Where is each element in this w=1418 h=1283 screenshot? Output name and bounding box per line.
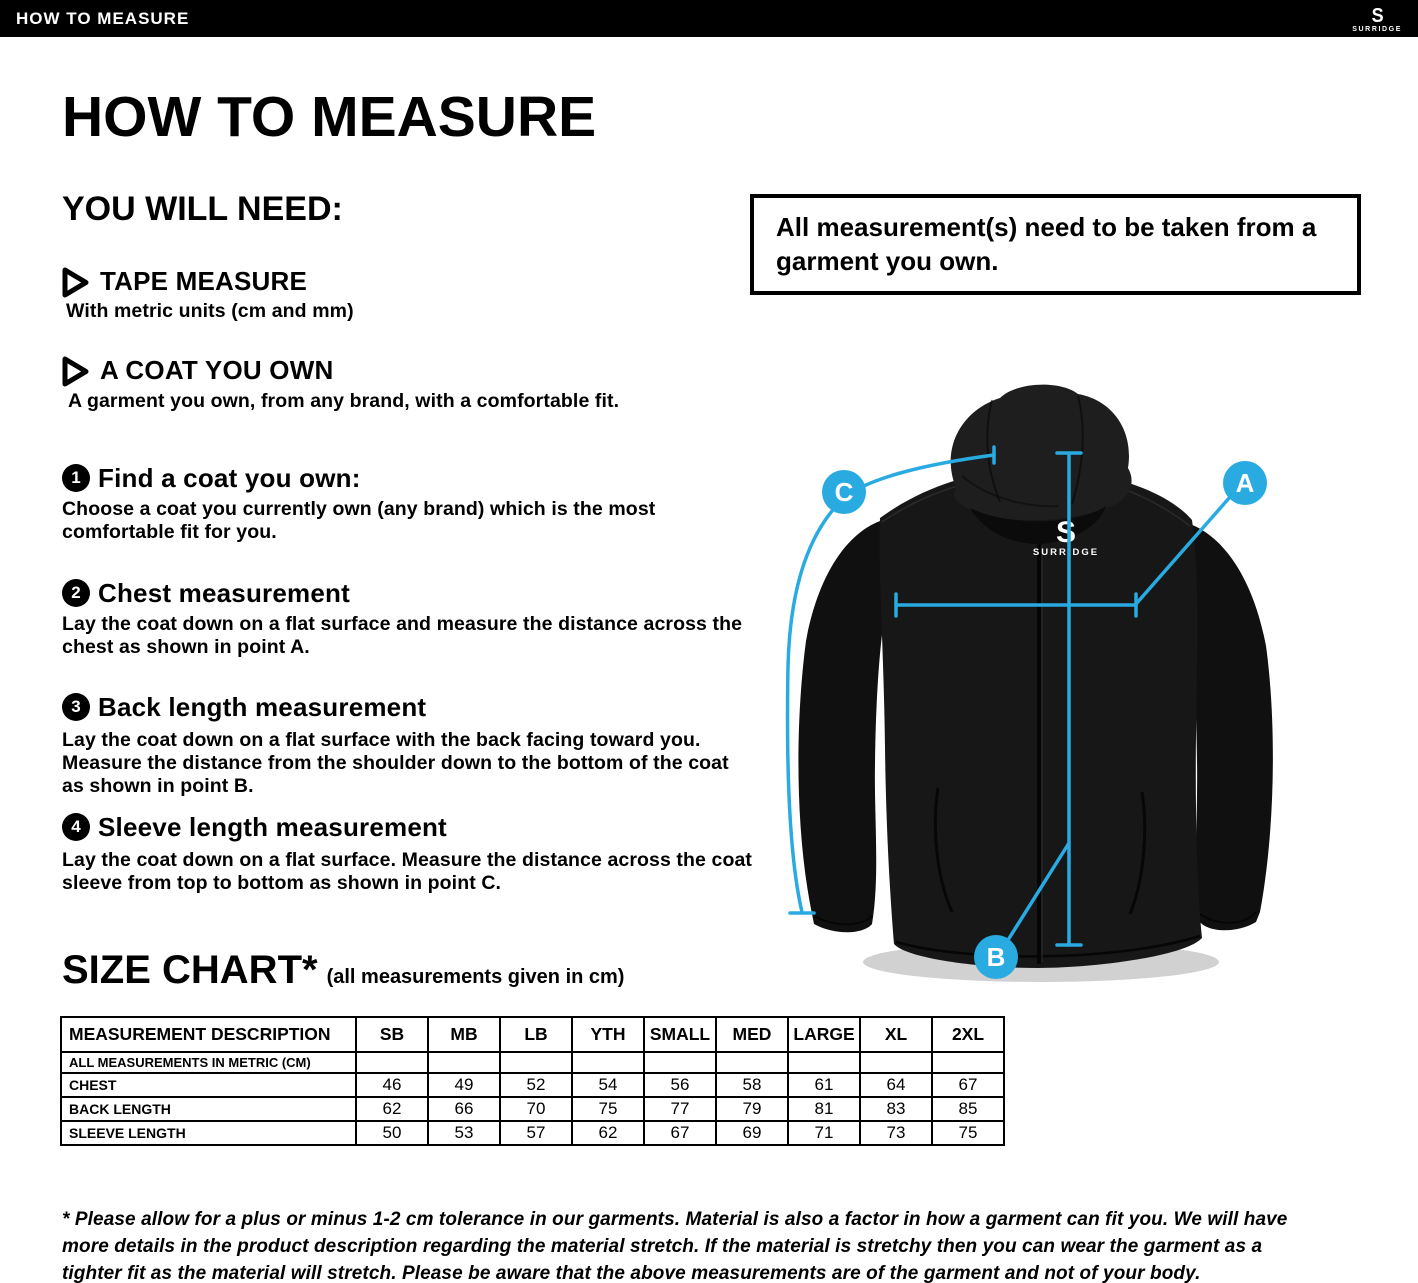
cell-value: 71 xyxy=(788,1121,860,1145)
garment-logo-monogram: S xyxy=(1055,516,1077,549)
need-item-coat-desc: A garment you own, from any brand, with a comfortable fit. xyxy=(68,390,620,412)
jacket-measurement-diagram xyxy=(756,356,1418,1024)
cell-value: 49 xyxy=(428,1073,500,1097)
col-header-description: MEASUREMENT DESCRIPTION xyxy=(61,1017,356,1052)
empty-cell xyxy=(572,1052,644,1073)
size-chart-subtitle: (all measurements given in cm) xyxy=(326,966,625,988)
table-row-back-length xyxy=(61,1097,1004,1121)
row-label: BACK LENGTH xyxy=(61,1097,356,1121)
cell-value: 81 xyxy=(788,1097,860,1121)
empty-cell xyxy=(788,1052,860,1073)
step-3-number: 3 xyxy=(62,693,90,721)
cell-value: 64 xyxy=(860,1073,932,1097)
size-chart-title: SIZE CHART* xyxy=(62,948,318,992)
step-3-description: Lay the coat down on a flat surface with the back facing toward you. Measure the distance from the shoulder down to the bottom of the coat as shown in point B. xyxy=(62,729,729,797)
garment-logo-wordmark: SURRIDGE xyxy=(1032,547,1100,558)
top-bar-title: HOW TO MEASURE xyxy=(16,8,190,28)
empty-cell xyxy=(932,1052,1004,1073)
cell-value: 56 xyxy=(644,1073,716,1097)
step-4-number: 4 xyxy=(62,813,90,841)
need-item-coat-title: A COAT YOU OWN xyxy=(100,355,334,385)
surridge-logo xyxy=(1352,3,1402,33)
cell-value: 52 xyxy=(500,1073,572,1097)
label-b: B xyxy=(986,942,1006,972)
jacket-hood xyxy=(951,385,1132,521)
cell-value: 66 xyxy=(428,1097,500,1121)
col-header-med: MED xyxy=(716,1017,788,1052)
step-1-title: Find a coat you own: xyxy=(98,463,361,493)
cell-value: 46 xyxy=(356,1073,428,1097)
size-chart-table xyxy=(60,1016,1005,1146)
cell-value: 67 xyxy=(644,1121,716,1145)
step-4-title: Sleeve length measurement xyxy=(98,812,447,842)
col-header-yth: YTH xyxy=(572,1017,644,1052)
step-3-title: Back length measurement xyxy=(98,692,427,722)
surridge-wordmark: SURRIDGE xyxy=(1352,26,1402,33)
empty-cell xyxy=(716,1052,788,1073)
col-header-small: SMALL xyxy=(644,1017,716,1052)
row-label: CHEST xyxy=(61,1073,356,1097)
need-item-tape-desc: With metric units (cm and mm) xyxy=(66,300,354,322)
empty-cell xyxy=(428,1052,500,1073)
need-item-tape-title: TAPE MEASURE xyxy=(100,266,308,296)
col-header-sb: SB xyxy=(356,1017,428,1052)
step-2-number: 2 xyxy=(62,579,90,607)
label-c: C xyxy=(834,477,854,507)
table-note-row xyxy=(61,1052,1004,1073)
cell-value: 53 xyxy=(428,1121,500,1145)
measurement-callout: All measurement(s) need to be taken from a garment you own. xyxy=(750,194,1361,295)
cell-value: 75 xyxy=(932,1121,1004,1145)
note-cell: ALL MEASUREMENTS IN METRIC (CM) xyxy=(61,1052,356,1073)
cell-value: 62 xyxy=(356,1097,428,1121)
cell-value: 77 xyxy=(644,1097,716,1121)
cell-value: 67 xyxy=(932,1073,1004,1097)
col-header-large: LARGE xyxy=(788,1017,860,1052)
size-chart-heading-row xyxy=(62,948,624,993)
cell-value: 50 xyxy=(356,1121,428,1145)
empty-cell xyxy=(860,1052,932,1073)
cell-value: 69 xyxy=(716,1121,788,1145)
surridge-monogram-icon: S xyxy=(1371,3,1383,27)
step-1-number: 1 xyxy=(62,464,90,492)
cell-value: 54 xyxy=(572,1073,644,1097)
top-bar xyxy=(0,0,1418,37)
triangle-bullet-icon xyxy=(62,267,89,298)
triangle-bullet-icon xyxy=(62,356,89,387)
label-a: A xyxy=(1235,468,1255,498)
cell-value: 79 xyxy=(716,1097,788,1121)
you-will-need-heading: YOU WILL NEED: xyxy=(62,190,343,228)
empty-cell xyxy=(644,1052,716,1073)
cell-value: 75 xyxy=(572,1097,644,1121)
cell-value: 73 xyxy=(860,1121,932,1145)
cell-value: 61 xyxy=(788,1073,860,1097)
cell-value: 58 xyxy=(716,1073,788,1097)
col-header-xl: XL xyxy=(860,1017,932,1052)
tolerance-footnote: * Please allow for a plus or minus 1-2 cm tolerance in our garments. Material is also a factor in how a garment can fit you. We will have more details in the product description regarding the material stretch. If the material is stretchy then you can wear the garment as a tighter fit as the material will stretch. Please be aware that the above measurements are of the garment and not of your body. xyxy=(62,1209,1288,1283)
col-header-2xl: 2XL xyxy=(932,1017,1004,1052)
cell-value: 85 xyxy=(932,1097,1004,1121)
cell-value: 70 xyxy=(500,1097,572,1121)
cell-value: 62 xyxy=(572,1121,644,1145)
step-4-description: Lay the coat down on a flat surface. Measure the distance across the coat sleeve from top to bottom as shown in point C. xyxy=(62,849,752,894)
page-title: HOW TO MEASURE xyxy=(62,85,597,149)
empty-cell xyxy=(500,1052,572,1073)
step-1-description: Choose a coat you currently own (any brand) which is the most comfortable fit for you. xyxy=(62,498,656,543)
table-header-row xyxy=(61,1017,1004,1052)
row-label: SLEEVE LENGTH xyxy=(61,1121,356,1145)
col-header-mb: MB xyxy=(428,1017,500,1052)
table-row-sleeve-length xyxy=(61,1121,1004,1145)
empty-cell xyxy=(356,1052,428,1073)
col-header-lb: LB xyxy=(500,1017,572,1052)
cell-value: 57 xyxy=(500,1121,572,1145)
cell-value: 83 xyxy=(860,1097,932,1121)
table-row-chest xyxy=(61,1073,1004,1097)
step-2-description: Lay the coat down on a flat surface and measure the distance across the chest as shown in point A. xyxy=(62,613,743,658)
step-2-title: Chest measurement xyxy=(98,578,350,608)
